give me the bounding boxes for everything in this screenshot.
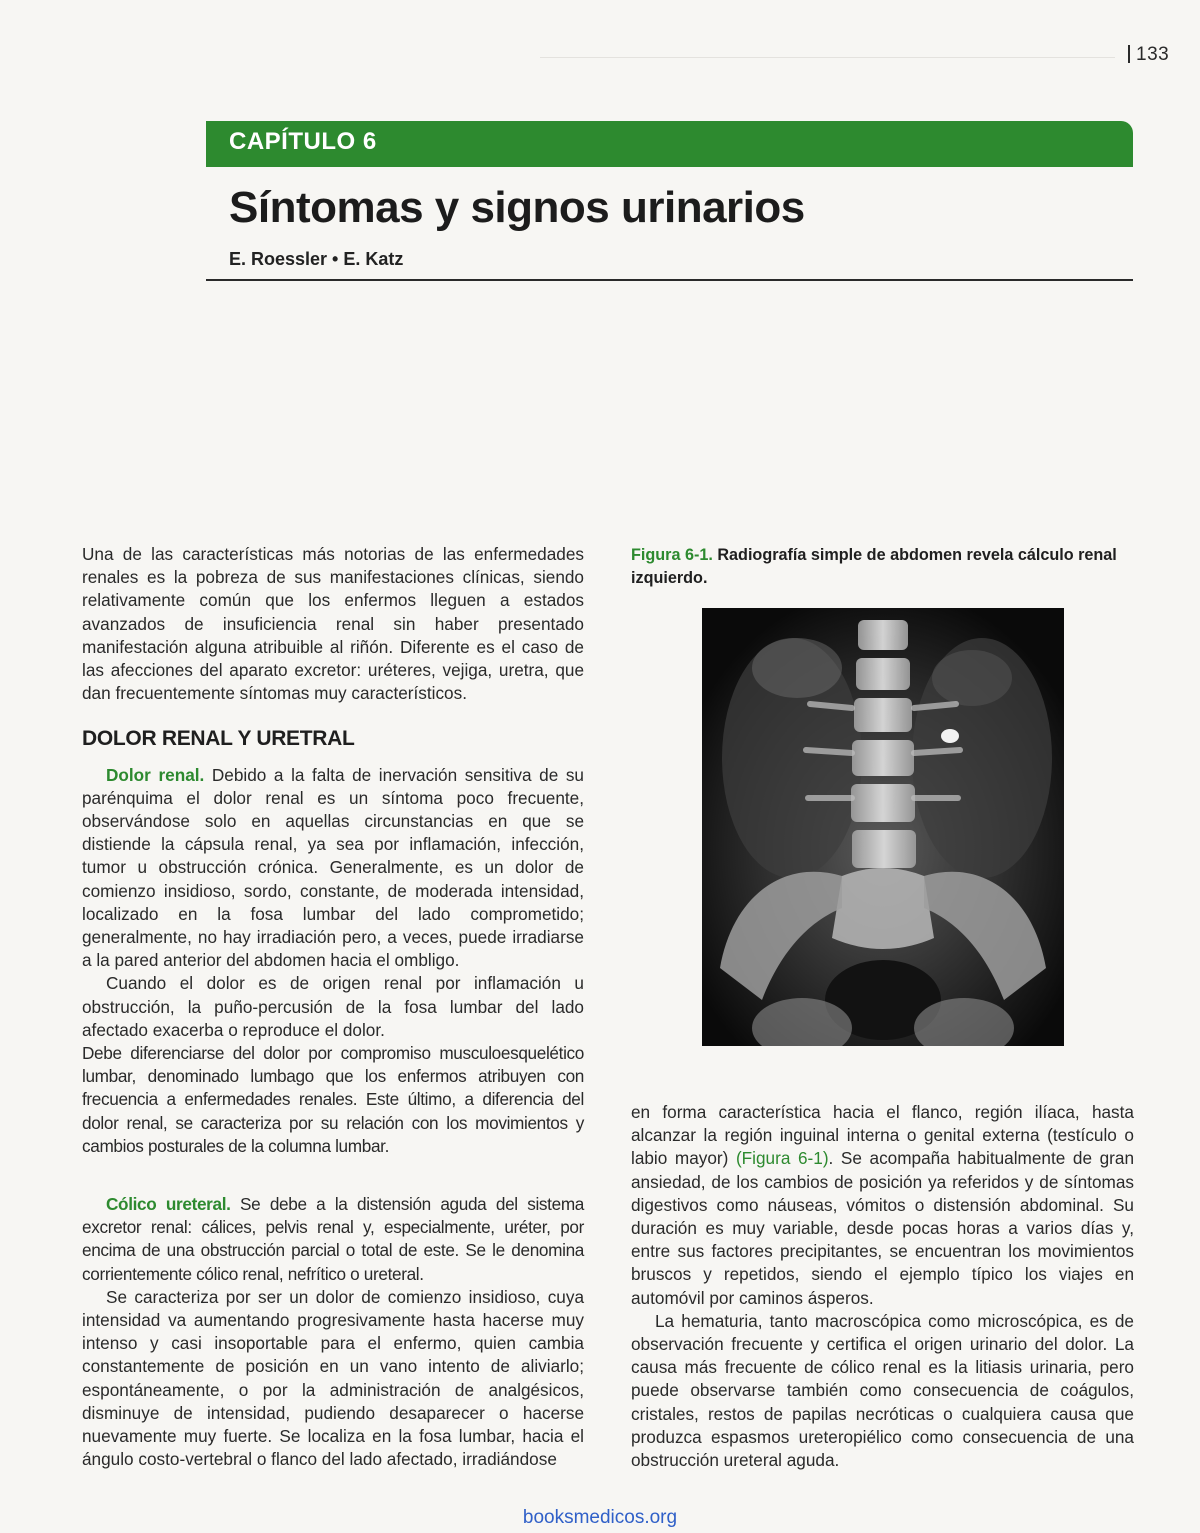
hematuria-paragraph: La hematuria, tanto macroscópica como microscópica, es de observación frecuente y certifica el origen urinario del dolor. La causa más frecuente de cólico renal es la litiasis urinaria, pero puede observarse también como consecuencia de coágulos, cristales, restos de papilas necróticas o cualquiera causa que produzca espasmos ureteropiélico como consecuencia de una obstrucción ureteral aguda. [631,1310,1134,1471]
chapter-title: Síntomas y signos urinarios [229,183,805,232]
chapter-label: CAPÍTULO 6 [229,128,377,155]
colico-paragraph [82,1193,584,1286]
figure-reference-link[interactable]: (Figura 6-1) [735,1148,829,1169]
figure-number: Figura 6-1. [631,546,713,564]
running-header-rule [540,57,1115,58]
right-column [631,1101,1134,1472]
footer-site-link[interactable]: booksmedicos.org [522,1507,678,1528]
abdominal-xray-image [702,608,1064,1046]
dolor-renal-text: Debido a la falta de inervación sensitiva de su parénquima el dolor renal es un síntoma poco frecuente, observándose solo en aquellas circunstancias en que se distiende la cápsula renal, ya sea por inflamación, infección, tumor u obstrucción crónica. Generalmente, es un dolor de comienzo insidioso, sordo, constante, de moderada intensidad, localizado en la fosa lumbar del lado comprometido; generalmente, no hay irradiación pero, a veces, puede irradiarse a la pared anterior del abdomen hacia el ombligo. [82,764,584,971]
page-number-text: 133 [1136,44,1170,65]
irradiation-text-a: en forma característica hacia el flanco, región ilíaca, hasta alcanzar la región inguinal interna o genital externa (testículo o labio mayor) [631,1102,1134,1169]
title-rule [206,279,1133,281]
intro-paragraph: Una de las características más notorias de las enfermedades renales es la pobreza de sus manifestaciones clínicas, siendo relativamente común que los enfermos lleguen a estados avanzados de insuficiencia renal sin haber presentado manifestación alguna atribuible al riñón. Diferente es el caso de las afecciones del aparato excretor: uréteres, vejiga, uretra, que dan frecuentemente síntomas muy característicos. [82,544,584,704]
left-column-bottom [82,1193,584,1471]
page-number [1128,44,1169,66]
debe-paragraph: Debe diferenciarse del dolor por compromiso musculoesquelético lumbar, denominado lumbago que los enfermos atribuyen con frecuencia a enfermedades renales. Este último, a diferencia del dolor renal, se caracteriza por su relación con los movimientos y cambios posturales de la columna lumbar. [82,1043,584,1156]
renal-calculus [941,729,959,743]
dolor-renal-paragraph [82,764,584,973]
dolor-renal-runin: Dolor renal. [106,764,205,785]
left-column-top [82,543,584,1158]
cuando-paragraph: Cuando el dolor es de origen renal por inflamación u obstrucción, la puño-percusión de la fosa lumbar del lado afectado exacerba o reproduce el dolor. [82,973,584,1040]
figure-caption-text: Radiografía simple de abdomen revela cálculo renal izquierdo. [631,546,1117,587]
colico-runin: Cólico ureteral. [106,1194,231,1214]
irradiation-text-b: . Se acompaña habitualmente de gran ansiedad, de los cambios de posición ya referidos y de síntomas digestivos como náuseas, vómitos o distensión abdominal. Su duración es muy variable, desde pocas horas a varios días y, entre sus factores precipitantes, se encuentran los movimientos bruscos y repetidos, siendo el ejemplo típico los viajes en automóvil por caminos ásperos. [631,1148,1135,1308]
irradiation-paragraph [631,1101,1134,1310]
caracteriza-paragraph: Se caracteriza por ser un dolor de comienzo insidioso, cuya intensidad va aumentando progresivamente hasta hacerse muy intenso y casi insoportable para el enfermo, quien cambia constantemente de posición en un vano intento de aliviarlo; espontáneamente, o por la administración de analgésicos, disminuye de intensidad, pudiendo desaparecer o hacerse nuevamente muy fuerte. Se localiza en la fosa lumbar, hacia el ángulo costo-vertebral o flanco del lado afectado, irradiándose [82,1286,584,1470]
chapter-authors: E. Roessler • E. Katz [229,249,404,269]
colico-text: Se debe a la distensión aguda del sistema excretor renal: cálices, pelvis renal y, especialmente, uréter, por encima de una obstrucción parcial o total de este. Se le denomina corrientemente cólico renal, nefrítico o ureteral. [82,1194,584,1284]
section-heading: DOLOR RENAL Y URETRAL [82,727,355,751]
figure-caption [631,544,1134,590]
